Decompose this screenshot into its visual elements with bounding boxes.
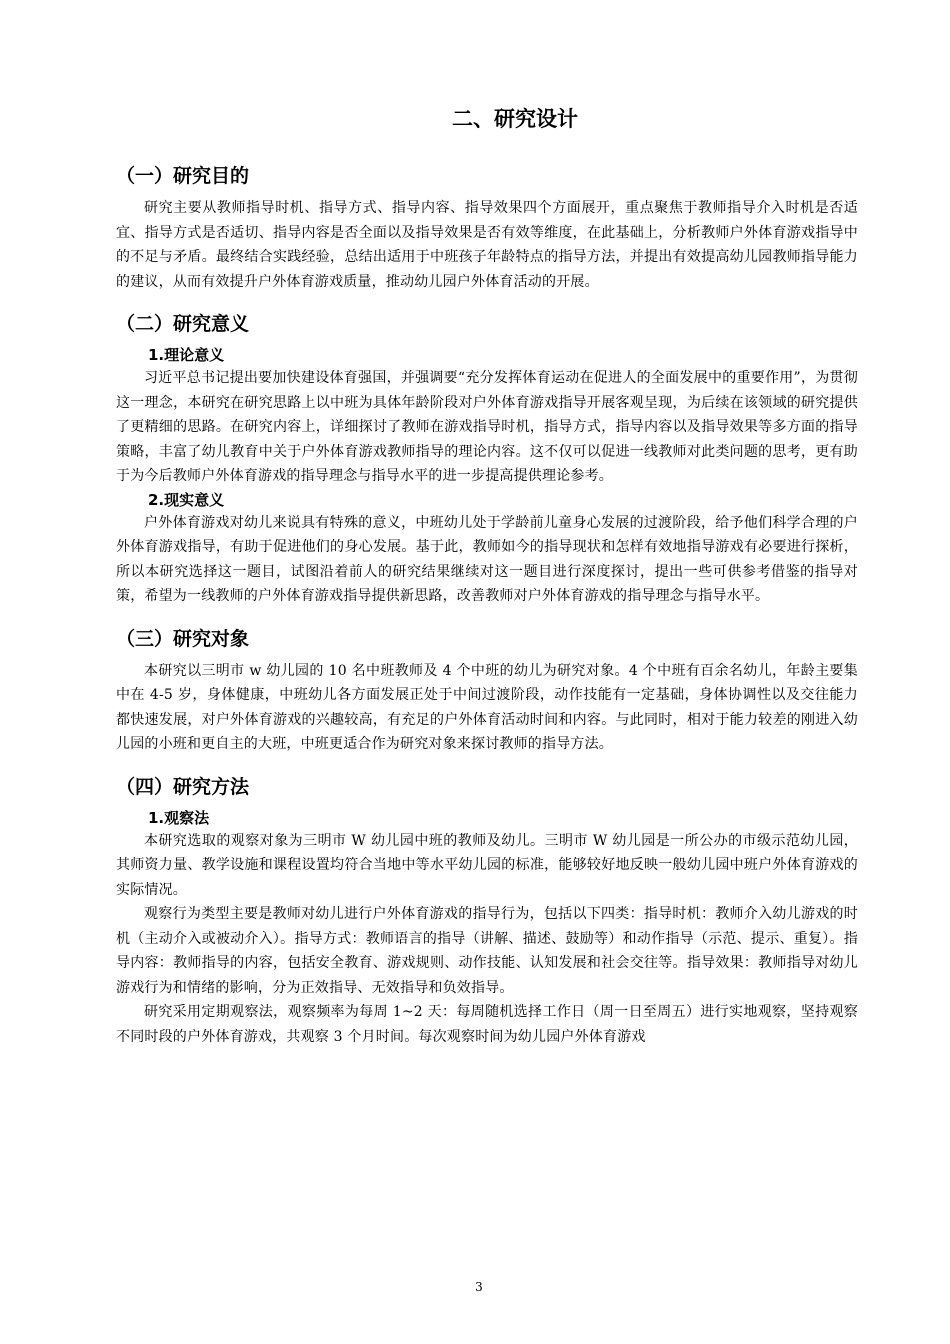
section-heading-subjects: （三）研究对象 — [116, 627, 250, 650]
paragraph: 研究主要从教师指导时机、指导方式、指导内容、指导效果四个方面展开，重点聚焦于教师指导介入时机是否适宜、指导方式是否适切、指导内容是否全面以及指导效果是否有效等维度，在此基础上，分析教师户外体育游戏指导中的不足与矛盾。最终结合实践经验，总结出适用于中班孩子年龄特点的指导方法，并提出有效提高幼儿园教师指导能力的建议，从而有效提升户外体育游戏质量，推动幼儿园户外体育活动的开展。 — [116, 200, 858, 290]
section-heading-methods: （四）研究方法 — [116, 775, 250, 798]
chapter-title: 二、研究设计 — [452, 107, 578, 131]
paragraph: 本研究以三明市 w 幼儿园的 10 名中班教师及 4 个中班的幼儿为研究对象。4 个中班有百余名幼儿，年龄主要集中在 4-5 岁，身体健康，中班幼儿各方面发展正处于中间过渡阶段，动作技能有一定基础，身体协调性以及交往能力都快速发展，对户外体育游戏的兴趣较高，有充足的户外体育活动时间和内容。与此同时，相对于能力较差的刚进入幼儿园的小班和更自主的大班，中班更适合作为研究对象来探讨教师的指导方法。 — [116, 662, 858, 752]
section-heading-significance: （二）研究意义 — [116, 313, 250, 335]
document-body — [116, 96, 858, 1049]
paragraph: 习近平总书记提出要加快建设体育强国，并强调要“充分发挥体育运动在促进人的全面发展中的重要作用”，为贯彻这一理念，本研究在研究思路上以中班为具体年龄阶段对户外体育游戏指导开展客观呈现，为后续在该领域的研究提供了更精细的思路。在研究内容上，详细探讨了教师在游戏指导时机，指导方式，指导内容以及指导效果等多方面的指导策略，丰富了幼儿教育中关于户外体育游戏教师指导的理论内容。这不仅可以促进一线教师对此类问题的思考，更有助于为今后教师户外体育游戏的指导理念与指导水平的进一步提高提供理论参考。 — [116, 370, 858, 484]
section-significance — [116, 310, 858, 609]
section-methods — [116, 773, 858, 1050]
subheading-theory: 1.理论意义 — [148, 346, 225, 364]
section-heading-purpose: （一）研究目的 — [116, 165, 250, 187]
page-number: 3 — [475, 1280, 483, 1294]
paragraph: 户外体育游戏对幼儿来说具有特殊的意义，中班幼儿处于学龄前儿童身心发展的过渡阶段，给予他们科学合理的户外体育游戏指导，有助于促进他们的身心发展。基于此，教师如今的指导现状和怎样有效地指导游戏有必要进行探析，所以本研究选择这一题目，试图沿着前人的研究结果继续对这一题目进行深度探讨，提出一些可供参考借鉴的指导对策，希望为一线教师的户外体育游戏指导提供新思路，改善教师对户外体育游戏的指导理念与指导水平。 — [116, 514, 858, 604]
paragraph: 研究采用定期观察法，观察频率为每周 1~2 天：每周随机选择工作日（周一日至周五）进行实地观察，坚持观察不同时段的户外体育游戏，共观察 3 个月时间。每次观察时间为幼儿园户外体育游戏 — [116, 1004, 858, 1045]
paragraph: 观察行为类型主要是教师对幼儿进行户外体育游戏的指导行为，包括以下四类：指导时机：教师介入幼儿游戏的时机（主动介入或被动介入）。指导方式：教师语言的指导（讲解、描述、鼓励等）和动作指导（示范、提示、重复）。指导内容：教师指导的内容，包括安全教育、游戏规则、动作技能、认知发展和社会交往等。指导效果：教师指导对幼儿游戏行为和情绪的影响，分为正效指导、无效指导和负效指导。 — [116, 906, 858, 996]
subheading-practice: 2.现实意义 — [148, 490, 225, 509]
section-subjects — [116, 625, 858, 757]
subheading-observation: 1.观察法 — [148, 808, 210, 827]
paragraph: 本研究选取的观察对象为三明市 W 幼儿园中班的教师及幼儿。三明市 W 幼儿园是一所公办的市级示范幼儿园，其师资力量、教学设施和课程设置均符合当地中等水平幼儿园的标准，能够较好地反映一般幼儿园中班户外体育游戏的实际情况。 — [116, 832, 858, 898]
section-purpose — [116, 162, 858, 294]
